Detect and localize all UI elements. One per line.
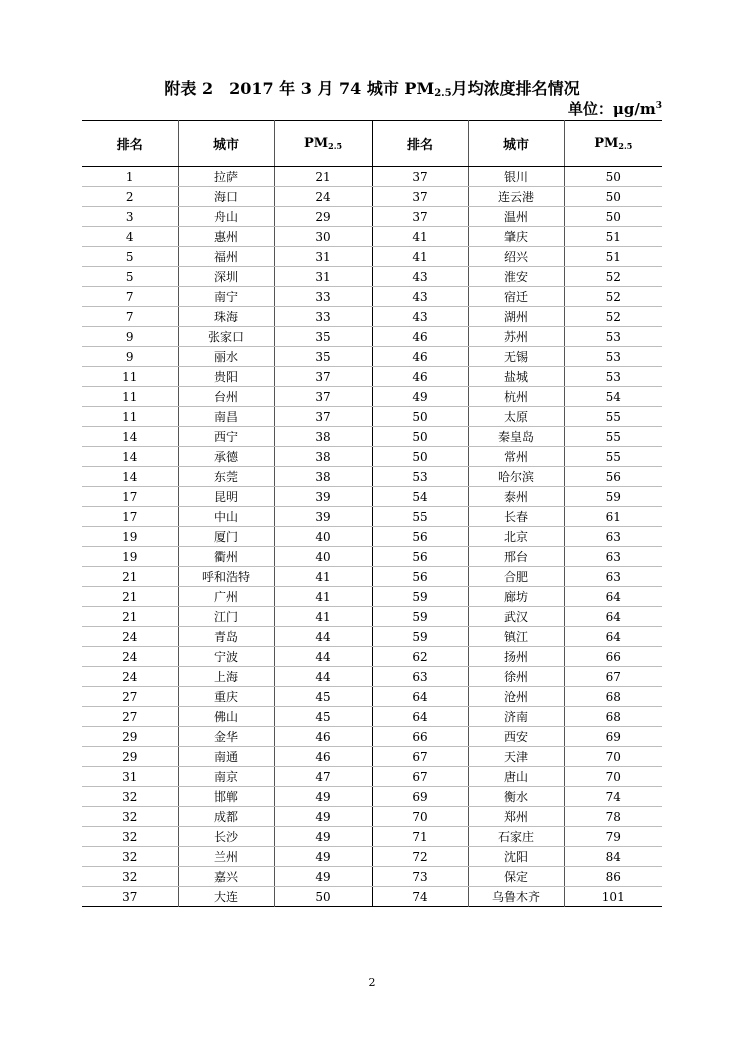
rank-cell: 11 bbox=[82, 367, 178, 387]
city-cell: 北京 bbox=[468, 527, 564, 547]
city-cell: 乌鲁木齐 bbox=[468, 887, 564, 907]
pm-cell: 64 bbox=[564, 607, 662, 627]
table-row bbox=[82, 587, 662, 607]
rank-cell: 69 bbox=[372, 787, 468, 807]
city-cell: 天津 bbox=[468, 747, 564, 767]
rank-cell: 7 bbox=[82, 287, 178, 307]
pm-cell: 47 bbox=[274, 767, 372, 787]
city-cell: 南京 bbox=[178, 767, 274, 787]
table-row bbox=[82, 767, 662, 787]
table-row bbox=[82, 867, 662, 887]
city-cell: 大连 bbox=[178, 887, 274, 907]
rank-cell: 32 bbox=[82, 787, 178, 807]
pm-cell: 55 bbox=[564, 407, 662, 427]
table-row bbox=[82, 227, 662, 247]
pm-cell: 61 bbox=[564, 507, 662, 527]
rank-cell: 17 bbox=[82, 487, 178, 507]
pm-cell: 50 bbox=[564, 187, 662, 207]
rank-cell: 24 bbox=[82, 667, 178, 687]
city-cell: 厦门 bbox=[178, 527, 274, 547]
city-cell: 中山 bbox=[178, 507, 274, 527]
pm-cell: 66 bbox=[564, 647, 662, 667]
rank-cell: 21 bbox=[82, 567, 178, 587]
rank-cell: 37 bbox=[372, 187, 468, 207]
city-cell: 扬州 bbox=[468, 647, 564, 667]
rank-cell: 64 bbox=[372, 707, 468, 727]
pm-cell: 38 bbox=[274, 427, 372, 447]
city-cell: 秦皇岛 bbox=[468, 427, 564, 447]
city-cell: 江门 bbox=[178, 607, 274, 627]
pm-cell: 37 bbox=[274, 407, 372, 427]
pm-cell: 33 bbox=[274, 307, 372, 327]
city-cell: 沧州 bbox=[468, 687, 564, 707]
city-cell: 淮安 bbox=[468, 267, 564, 287]
table-row bbox=[82, 547, 662, 567]
rank-cell: 43 bbox=[372, 267, 468, 287]
table-row bbox=[82, 207, 662, 227]
pm-cell: 51 bbox=[564, 227, 662, 247]
header-pm-right bbox=[564, 121, 662, 167]
city-cell: 唐山 bbox=[468, 767, 564, 787]
title-subscript: 2.5 bbox=[434, 88, 452, 99]
city-cell: 西宁 bbox=[178, 427, 274, 447]
rank-cell: 32 bbox=[82, 807, 178, 827]
table-row bbox=[82, 487, 662, 507]
rank-cell: 11 bbox=[82, 387, 178, 407]
rank-cell: 21 bbox=[82, 607, 178, 627]
rank-cell: 32 bbox=[82, 847, 178, 867]
table-row bbox=[82, 527, 662, 547]
city-cell: 南宁 bbox=[178, 287, 274, 307]
pm-cell: 68 bbox=[564, 707, 662, 727]
city-cell: 宁波 bbox=[178, 647, 274, 667]
table-row bbox=[82, 447, 662, 467]
header-pm-sub: 2.5 bbox=[328, 141, 343, 151]
rank-cell: 5 bbox=[82, 267, 178, 287]
pm-cell: 52 bbox=[564, 307, 662, 327]
pm-cell: 63 bbox=[564, 527, 662, 547]
city-cell: 绍兴 bbox=[468, 247, 564, 267]
rank-cell: 7 bbox=[82, 307, 178, 327]
city-cell: 郑州 bbox=[468, 807, 564, 827]
city-cell: 太原 bbox=[468, 407, 564, 427]
city-cell: 武汉 bbox=[468, 607, 564, 627]
pm-cell: 84 bbox=[564, 847, 662, 867]
pm-cell: 41 bbox=[274, 567, 372, 587]
table-row bbox=[82, 327, 662, 347]
rank-cell: 4 bbox=[82, 227, 178, 247]
pm-cell: 70 bbox=[564, 767, 662, 787]
city-cell: 衢州 bbox=[178, 547, 274, 567]
city-cell: 上海 bbox=[178, 667, 274, 687]
city-cell: 西安 bbox=[468, 727, 564, 747]
city-cell: 金华 bbox=[178, 727, 274, 747]
rank-cell: 56 bbox=[372, 547, 468, 567]
rank-cell: 43 bbox=[372, 307, 468, 327]
rank-cell: 59 bbox=[372, 587, 468, 607]
city-cell: 张家口 bbox=[178, 327, 274, 347]
city-cell: 无锡 bbox=[468, 347, 564, 367]
table-row bbox=[82, 727, 662, 747]
table-row bbox=[82, 747, 662, 767]
header-pm-sub: 2.5 bbox=[618, 141, 633, 151]
city-cell: 杭州 bbox=[468, 387, 564, 407]
pm-cell: 68 bbox=[564, 687, 662, 707]
city-cell: 宿迁 bbox=[468, 287, 564, 307]
title-suffix: 月均浓度排名情况 bbox=[451, 79, 580, 98]
city-cell: 福州 bbox=[178, 247, 274, 267]
pm-cell: 44 bbox=[274, 627, 372, 647]
pm-cell: 37 bbox=[274, 387, 372, 407]
table-row bbox=[82, 347, 662, 367]
pm-cell: 50 bbox=[564, 167, 662, 187]
rank-cell: 66 bbox=[372, 727, 468, 747]
pm-cell: 54 bbox=[564, 387, 662, 407]
pm-cell: 24 bbox=[274, 187, 372, 207]
rank-cell: 5 bbox=[82, 247, 178, 267]
rank-cell: 71 bbox=[372, 827, 468, 847]
rank-cell: 27 bbox=[82, 687, 178, 707]
pm-cell: 101 bbox=[601, 889, 625, 904]
rank-cell: 59 bbox=[372, 607, 468, 627]
city-cell: 嘉兴 bbox=[178, 867, 274, 887]
rank-cell: 56 bbox=[372, 567, 468, 587]
pm-cell: 53 bbox=[564, 327, 662, 347]
rank-cell: 9 bbox=[82, 347, 178, 367]
table-row bbox=[82, 627, 662, 647]
city-cell: 邯郸 bbox=[178, 787, 274, 807]
city-cell: 苏州 bbox=[468, 327, 564, 347]
table-row bbox=[82, 427, 662, 447]
pm-cell: 21 bbox=[274, 167, 372, 187]
city-cell: 石家庄 bbox=[468, 827, 564, 847]
page-number: 2 bbox=[368, 976, 376, 989]
rank-cell: 32 bbox=[82, 867, 178, 887]
pm-cell: 37 bbox=[274, 367, 372, 387]
unit-text: 单位：μg/m bbox=[567, 100, 656, 118]
city-cell: 连云港 bbox=[468, 187, 564, 207]
rank-cell: 14 bbox=[82, 467, 178, 487]
rank-cell: 46 bbox=[372, 367, 468, 387]
city-cell: 青岛 bbox=[178, 627, 274, 647]
rank-cell: 41 bbox=[372, 247, 468, 267]
city-cell: 昆明 bbox=[178, 487, 274, 507]
pm-cell: 64 bbox=[564, 587, 662, 607]
pm-cell: 67 bbox=[564, 667, 662, 687]
rank-cell: 11 bbox=[82, 407, 178, 427]
pm-cell: 63 bbox=[564, 567, 662, 587]
pm-cell: 41 bbox=[274, 587, 372, 607]
header-city-left: 城市 bbox=[178, 121, 274, 167]
rank-cell: 67 bbox=[372, 747, 468, 767]
table-row bbox=[82, 247, 662, 267]
city-cell: 台州 bbox=[178, 387, 274, 407]
pm-cell: 79 bbox=[564, 827, 662, 847]
pm-cell: 31 bbox=[274, 267, 372, 287]
table-row bbox=[82, 847, 662, 867]
rank-cell: 50 bbox=[372, 447, 468, 467]
pm-cell: 49 bbox=[274, 867, 372, 887]
city-cell: 南昌 bbox=[178, 407, 274, 427]
city-cell: 贵阳 bbox=[178, 367, 274, 387]
rank-cell: 24 bbox=[82, 647, 178, 667]
pm-cell: 38 bbox=[274, 447, 372, 467]
header-pm-text: PM bbox=[303, 136, 329, 151]
city-cell: 广州 bbox=[178, 587, 274, 607]
city-cell: 珠海 bbox=[178, 307, 274, 327]
table-row bbox=[82, 567, 662, 587]
city-cell: 承德 bbox=[178, 447, 274, 467]
rank-cell: 54 bbox=[372, 487, 468, 507]
rank-cell: 46 bbox=[372, 327, 468, 347]
rank-cell: 37 bbox=[82, 887, 178, 907]
rank-cell: 73 bbox=[372, 867, 468, 887]
city-cell: 佛山 bbox=[178, 707, 274, 727]
rank-cell: 50 bbox=[372, 427, 468, 447]
header-pm-text: PM bbox=[594, 136, 619, 151]
pm-cell: 53 bbox=[564, 367, 662, 387]
document-title bbox=[82, 76, 662, 99]
pm-cell: 35 bbox=[274, 347, 372, 367]
city-cell: 重庆 bbox=[178, 687, 274, 707]
city-cell: 常州 bbox=[468, 447, 564, 467]
city-cell: 泰州 bbox=[468, 487, 564, 507]
pm-cell: 40 bbox=[274, 547, 372, 567]
table-row bbox=[82, 467, 662, 487]
city-cell: 镇江 bbox=[468, 627, 564, 647]
city-cell: 济南 bbox=[468, 707, 564, 727]
pm-cell: 55 bbox=[564, 447, 662, 467]
city-cell: 湖州 bbox=[468, 307, 564, 327]
rank-cell: 24 bbox=[82, 627, 178, 647]
city-cell: 保定 bbox=[468, 867, 564, 887]
table-row bbox=[82, 607, 662, 627]
pm-cell: 49 bbox=[274, 807, 372, 827]
city-cell: 丽水 bbox=[178, 347, 274, 367]
header-pm-left bbox=[274, 121, 372, 167]
pm-cell: 31 bbox=[274, 247, 372, 267]
rank-cell: 70 bbox=[372, 807, 468, 827]
rank-cell: 9 bbox=[82, 327, 178, 347]
pm-cell: 45 bbox=[274, 687, 372, 707]
city-cell: 合肥 bbox=[468, 567, 564, 587]
table-row bbox=[82, 187, 662, 207]
unit-superscript: 3 bbox=[655, 101, 662, 111]
pm-cell: 74 bbox=[564, 787, 662, 807]
pm-cell: 56 bbox=[564, 467, 662, 487]
pm-cell: 70 bbox=[564, 747, 662, 767]
rank-cell: 37 bbox=[372, 167, 468, 187]
pm-cell: 78 bbox=[564, 807, 662, 827]
pm-cell: 49 bbox=[274, 787, 372, 807]
pm-cell: 33 bbox=[274, 287, 372, 307]
table-row bbox=[82, 287, 662, 307]
rank-cell: 59 bbox=[372, 627, 468, 647]
rank-cell: 49 bbox=[372, 387, 468, 407]
city-cell: 呼和浩特 bbox=[178, 567, 274, 587]
pm-cell: 86 bbox=[564, 867, 662, 887]
rank-cell: 74 bbox=[372, 887, 468, 907]
rank-cell: 1 bbox=[82, 167, 178, 187]
rank-cell: 41 bbox=[372, 227, 468, 247]
table-row bbox=[82, 167, 662, 187]
city-cell: 肇庆 bbox=[468, 227, 564, 247]
city-cell: 南通 bbox=[178, 747, 274, 767]
pm-cell: 49 bbox=[274, 827, 372, 847]
table-row bbox=[82, 667, 662, 687]
city-cell: 深圳 bbox=[178, 267, 274, 287]
rank-cell: 63 bbox=[372, 667, 468, 687]
table-header-row bbox=[82, 121, 662, 167]
city-cell: 衡水 bbox=[468, 787, 564, 807]
rank-cell: 17 bbox=[82, 507, 178, 527]
pm-cell: 46 bbox=[274, 747, 372, 767]
pm-cell: 44 bbox=[274, 667, 372, 687]
rank-cell: 29 bbox=[82, 727, 178, 747]
rank-cell: 32 bbox=[82, 827, 178, 847]
pm-cell: 29 bbox=[274, 207, 372, 227]
rank-cell: 67 bbox=[372, 767, 468, 787]
pm-cell: 46 bbox=[274, 727, 372, 747]
pm-cell: 40 bbox=[274, 527, 372, 547]
pm-cell: 59 bbox=[564, 487, 662, 507]
pm-cell: 38 bbox=[274, 467, 372, 487]
table-row bbox=[82, 267, 662, 287]
header-rank-right: 排名 bbox=[372, 121, 468, 167]
city-cell: 银川 bbox=[468, 167, 564, 187]
unit-label bbox=[568, 98, 662, 119]
pm-cell: 49 bbox=[274, 847, 372, 867]
title-prefix: 附表 2 2017 年 3 月 74 城市 PM bbox=[164, 79, 435, 98]
rank-cell: 19 bbox=[82, 547, 178, 567]
rank-cell: 3 bbox=[82, 207, 178, 227]
rank-cell: 53 bbox=[372, 467, 468, 487]
rank-cell: 37 bbox=[372, 207, 468, 227]
city-cell: 廊坊 bbox=[468, 587, 564, 607]
rank-cell: 14 bbox=[82, 447, 178, 467]
rank-cell: 14 bbox=[82, 427, 178, 447]
table-row bbox=[82, 827, 662, 847]
city-cell: 哈尔滨 bbox=[468, 467, 564, 487]
city-cell: 海口 bbox=[178, 187, 274, 207]
table-row bbox=[82, 307, 662, 327]
table-body bbox=[82, 167, 662, 907]
rank-cell: 46 bbox=[372, 347, 468, 367]
rank-cell: 43 bbox=[372, 287, 468, 307]
rank-cell: 2 bbox=[82, 187, 178, 207]
header-city-right: 城市 bbox=[468, 121, 564, 167]
rank-cell: 27 bbox=[82, 707, 178, 727]
pm-cell: 30 bbox=[274, 227, 372, 247]
rank-cell: 31 bbox=[82, 767, 178, 787]
rank-cell: 29 bbox=[82, 747, 178, 767]
table-row bbox=[82, 687, 662, 707]
pm-cell: 69 bbox=[564, 727, 662, 747]
rank-cell: 55 bbox=[372, 507, 468, 527]
pm-cell: 45 bbox=[274, 707, 372, 727]
pm-cell: 53 bbox=[564, 347, 662, 367]
rank-cell: 64 bbox=[372, 687, 468, 707]
pm-cell: 44 bbox=[274, 647, 372, 667]
pm-cell: 55 bbox=[564, 427, 662, 447]
city-cell: 成都 bbox=[178, 807, 274, 827]
pm-cell: 50 bbox=[564, 207, 662, 227]
table-row bbox=[82, 787, 662, 807]
pm-cell: 63 bbox=[564, 547, 662, 567]
city-cell: 沈阳 bbox=[468, 847, 564, 867]
pm-cell: 41 bbox=[274, 607, 372, 627]
rank-cell: 19 bbox=[82, 527, 178, 547]
header-rank-left: 排名 bbox=[82, 121, 178, 167]
table-row bbox=[82, 507, 662, 527]
city-cell: 徐州 bbox=[468, 667, 564, 687]
pm-cell: 35 bbox=[274, 327, 372, 347]
pm-cell: 39 bbox=[274, 487, 372, 507]
pm-cell: 52 bbox=[564, 287, 662, 307]
city-cell: 邢台 bbox=[468, 547, 564, 567]
pm-cell: 64 bbox=[564, 627, 662, 647]
rank-cell: 50 bbox=[372, 407, 468, 427]
pm-cell: 51 bbox=[564, 247, 662, 267]
pm-cell: 52 bbox=[564, 267, 662, 287]
city-cell: 舟山 bbox=[178, 207, 274, 227]
pm-cell: 39 bbox=[274, 507, 372, 527]
table-row bbox=[82, 407, 662, 427]
table-row bbox=[82, 367, 662, 387]
city-cell: 拉萨 bbox=[178, 167, 274, 187]
city-cell: 盐城 bbox=[468, 367, 564, 387]
table-row bbox=[82, 887, 662, 907]
city-cell: 长沙 bbox=[178, 827, 274, 847]
city-cell: 长春 bbox=[468, 507, 564, 527]
table-row bbox=[82, 707, 662, 727]
city-cell: 兰州 bbox=[178, 847, 274, 867]
city-cell: 惠州 bbox=[178, 227, 274, 247]
city-cell: 温州 bbox=[468, 207, 564, 227]
pm-cell: 50 bbox=[274, 887, 372, 907]
rank-cell: 72 bbox=[372, 847, 468, 867]
table-row bbox=[82, 387, 662, 407]
table-row bbox=[82, 807, 662, 827]
ranking-table bbox=[82, 120, 662, 907]
rank-cell: 56 bbox=[372, 527, 468, 547]
rank-cell: 21 bbox=[82, 587, 178, 607]
rank-cell: 62 bbox=[372, 647, 468, 667]
city-cell: 东莞 bbox=[178, 467, 274, 487]
table-row bbox=[82, 647, 662, 667]
